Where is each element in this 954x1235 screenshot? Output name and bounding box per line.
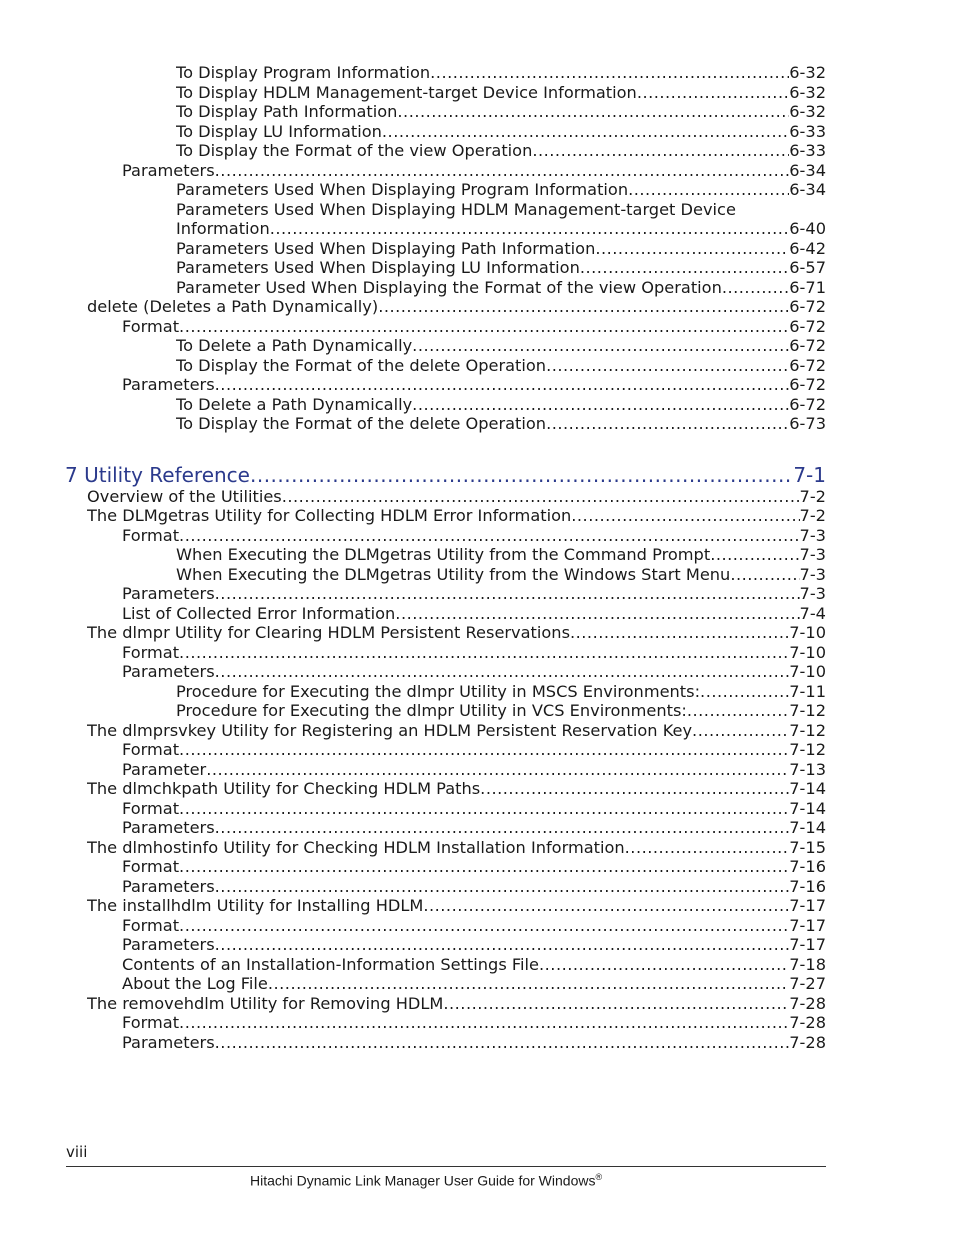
chapter-page: 7-1	[793, 462, 826, 487]
toc-entry[interactable]	[0, 584, 954, 604]
table-of-contents	[0, 63, 954, 1052]
toc-entry-page: 6-42	[789, 238, 826, 258]
toc-entry-title: Parameter	[122, 759, 207, 779]
toc-entry[interactable]	[0, 896, 954, 916]
toc-entry-title: Format	[122, 857, 180, 876]
toc-entry[interactable]	[0, 623, 954, 643]
toc-entry-page: 7-17	[789, 935, 826, 954]
toc-entry-page: 6-72	[789, 375, 826, 394]
toc-entry[interactable]	[0, 161, 954, 181]
toc-entry-page: 6-34	[789, 180, 826, 199]
toc-entry[interactable]	[0, 604, 954, 624]
toc-entry-page: 6-72	[789, 355, 826, 375]
toc-entry-title: To Delete a Path Dynamically	[176, 394, 413, 414]
toc-entry-page: 6-71	[789, 277, 826, 297]
toc-entry-title: Information	[176, 219, 270, 238]
toc-section-chapter-7	[0, 487, 954, 1053]
toc-entry-title: Parameters	[122, 584, 215, 603]
toc-entry-page: 7-10	[789, 642, 826, 662]
toc-entry-title: Parameters	[122, 160, 215, 180]
toc-entry-title: Parameters	[122, 935, 215, 954]
toc-entry[interactable]	[0, 122, 954, 142]
toc-entry-title: Format	[122, 740, 180, 759]
toc-entry-title: Parameters	[122, 662, 215, 681]
toc-entry-title: Format	[122, 798, 180, 818]
toc-entry-page: 7-17	[789, 915, 826, 935]
toc-entry[interactable]	[0, 799, 954, 819]
toc-entry-title: Parameter Used When Displaying the Format of the view Operation	[176, 277, 722, 297]
toc-entry[interactable]	[0, 916, 954, 936]
toc-entry-page: 6-72	[789, 336, 826, 355]
toc-entry-page: 6-32	[789, 82, 826, 102]
toc-entry-title: delete (Deletes a Path Dynamically)	[87, 297, 379, 316]
toc-entry-page: 7-12	[789, 740, 826, 759]
toc-entry[interactable]	[0, 278, 954, 298]
toc-entry-page: 7-14	[789, 779, 826, 798]
footer-title: Hitachi Dynamic Link Manager User Guide for Windows®	[250, 1172, 603, 1189]
toc-entry-title: List of Collected Error Information	[122, 603, 396, 623]
toc-entry-page: 7-28	[789, 1032, 826, 1052]
toc-entry-page: 6-72	[789, 316, 826, 336]
toc-entry-page: 6-72	[789, 297, 826, 316]
toc-entry[interactable]	[0, 526, 954, 546]
toc-entry[interactable]	[0, 760, 954, 780]
toc-entry-title: To Display Program Information	[176, 63, 431, 82]
toc-entry[interactable]	[0, 395, 954, 415]
toc-entry-title: When Executing the DLMgetras Utility from the Command Prompt	[176, 545, 711, 564]
toc-entry-title: Contents of an Installation-Information Settings File	[122, 954, 540, 974]
toc-entry[interactable]	[0, 721, 954, 741]
toc-entry-page: 7-3	[799, 564, 826, 584]
toc-entry[interactable]	[0, 487, 954, 507]
toc-entry-title: Procedure for Executing the dlmpr Utility in MSCS Environments:	[176, 681, 701, 701]
toc-entry-page: 6-72	[789, 394, 826, 414]
toc-entry[interactable]	[0, 994, 954, 1014]
toc-entry-page: 7-28	[789, 1013, 826, 1032]
toc-entry[interactable]	[0, 375, 954, 395]
toc-entry[interactable]	[0, 180, 954, 200]
toc-entry-title: Format	[122, 525, 180, 545]
toc-entry[interactable]	[0, 545, 954, 565]
toc-entry-title: To Delete a Path Dynamically	[176, 336, 413, 355]
toc-entry[interactable]	[0, 141, 954, 161]
toc-entry-title: About the Log File	[122, 974, 268, 993]
toc-entry[interactable]	[0, 818, 954, 838]
toc-entry-title: Parameters	[122, 818, 215, 837]
toc-entry-page: 6-40	[789, 219, 826, 238]
toc-entry-title: Parameters Used When Displaying Path Information	[176, 238, 596, 258]
toc-entry-page: 7-17	[789, 896, 826, 915]
toc-entry-page: 7-2	[799, 486, 826, 506]
toc-entry-page: 7-3	[799, 584, 826, 603]
toc-entry-page: 7-3	[799, 525, 826, 545]
toc-entry-title: The removehdlm Utility for Removing HDLM	[87, 993, 444, 1013]
toc-entry-title: The DLMgetras Utility for Collecting HDLM Error Information	[87, 506, 572, 525]
toc-entry-page: 7-10	[789, 662, 826, 681]
toc-entry[interactable]	[0, 974, 954, 994]
toc-entry-title: Format	[122, 915, 180, 935]
toc-entry[interactable]	[0, 239, 954, 259]
toc-entry-title: Format	[122, 1013, 180, 1032]
toc-entry[interactable]	[0, 63, 954, 83]
toc-entry-page: 7-15	[789, 837, 826, 857]
toc-section-chapter-6	[0, 63, 954, 434]
toc-entry[interactable]	[0, 506, 954, 526]
toc-entry-title: Parameters Used When Displaying LU Information	[176, 258, 580, 277]
toc-entry-title: Format	[122, 642, 180, 662]
toc-entry[interactable]	[0, 955, 954, 975]
toc-entry[interactable]	[0, 643, 954, 663]
footer-divider	[66, 1166, 826, 1167]
toc-entry-title: The dlmprsvkey Utility for Registering an HDLM Persistent Reservation Key	[87, 720, 693, 740]
toc-entry-title: Procedure for Executing the dlmpr Utility in VCS Environments:	[176, 701, 687, 720]
toc-entry[interactable]	[0, 779, 954, 799]
toc-entry[interactable]	[0, 356, 954, 376]
toc-entry[interactable]	[0, 565, 954, 585]
toc-entry-page: 7-11	[789, 681, 826, 701]
toc-entry[interactable]	[0, 83, 954, 103]
toc-entry-title: The installhdlm Utility for Installing HDLM	[87, 896, 424, 915]
toc-entry-page: 7-18	[789, 954, 826, 974]
toc-entry[interactable]	[0, 1033, 954, 1053]
toc-entry[interactable]	[0, 838, 954, 858]
toc-entry-page: 6-57	[789, 258, 826, 277]
toc-entry-title: Format	[122, 316, 180, 336]
toc-entry-page: 7-12	[789, 701, 826, 720]
toc-entry-title: Parameters Used When Displaying Program Information	[176, 180, 629, 199]
toc-entry-title: Parameters	[122, 876, 215, 896]
toc-entry-page: 7-16	[789, 876, 826, 896]
toc-entry-title: When Executing the DLMgetras Utility from the Windows Start Menu	[176, 564, 731, 584]
toc-entry[interactable]	[0, 336, 954, 356]
registered-mark: ®	[595, 1172, 603, 1182]
toc-entry[interactable]	[0, 1013, 954, 1033]
toc-entry-page: 7-10	[789, 623, 826, 642]
toc-entry-title: To Display the Format of the delete Operation	[176, 355, 547, 375]
toc-entry-page: 6-33	[789, 121, 826, 141]
toc-entry-title: The dlmhostinfo Utility for Checking HDLM Installation Information	[87, 837, 625, 857]
toc-entry-page: 7-28	[789, 993, 826, 1013]
toc-entry-page: 7-12	[789, 720, 826, 740]
toc-entry-page: 6-34	[789, 160, 826, 180]
toc-entry-page: 7-14	[789, 798, 826, 818]
toc-entry[interactable]	[0, 317, 954, 337]
toc-entry[interactable]	[0, 740, 954, 760]
toc-entry[interactable]	[0, 200, 954, 220]
toc-entry-page: 6-33	[789, 141, 826, 160]
toc-entry[interactable]	[0, 682, 954, 702]
toc-entry-page: 7-3	[799, 545, 826, 564]
toc-entry-title: To Display the Format of the delete Operation	[176, 414, 547, 433]
toc-entry[interactable]	[0, 701, 954, 721]
toc-entry[interactable]	[0, 662, 954, 682]
toc-entry-page: 6-73	[789, 414, 826, 433]
toc-entry-title: Parameters Used When Displaying HDLM Management-target Device	[176, 199, 736, 219]
toc-entry[interactable]	[0, 935, 954, 955]
toc-entry[interactable]	[0, 877, 954, 897]
toc-entry-page: 7-16	[789, 857, 826, 876]
toc-entry-title: To Display Path Information	[176, 102, 398, 121]
toc-entry-page: 7-14	[789, 818, 826, 837]
toc-entry-title: To Display the Format of the view Operation	[176, 141, 533, 160]
toc-entry[interactable]	[0, 102, 954, 122]
toc-entry-title: Parameters	[122, 375, 215, 394]
toc-entry-page: 6-32	[789, 102, 826, 121]
toc-entry[interactable]	[0, 297, 954, 317]
toc-entry-title: To Display LU Information	[176, 121, 382, 141]
chapter-title: 7 Utility Reference	[65, 462, 250, 487]
toc-chapter-heading[interactable]	[0, 463, 954, 487]
toc-entry-title: The dlmpr Utility for Clearing HDLM Persistent Reservations	[87, 623, 570, 642]
toc-entry-page: 7-2	[799, 506, 826, 525]
toc-entry[interactable]	[0, 414, 954, 434]
toc-entry[interactable]	[0, 857, 954, 877]
toc-entry[interactable]	[0, 258, 954, 278]
toc-entry-title: Parameters	[122, 1032, 215, 1052]
toc-entry-page: 7-27	[789, 974, 826, 993]
toc-entry-page: 6-32	[789, 63, 826, 82]
toc-entry-page: 7-4	[799, 603, 826, 623]
toc-entry-page: 7-13	[789, 759, 826, 779]
page-number: viii	[66, 1143, 88, 1161]
toc-entry[interactable]	[0, 219, 954, 239]
toc-entry-title: To Display HDLM Management-target Device Information	[176, 82, 637, 102]
toc-entry-title: Overview of the Utilities	[87, 486, 282, 506]
toc-entry-title: The dlmchkpath Utility for Checking HDLM Paths	[87, 779, 481, 798]
